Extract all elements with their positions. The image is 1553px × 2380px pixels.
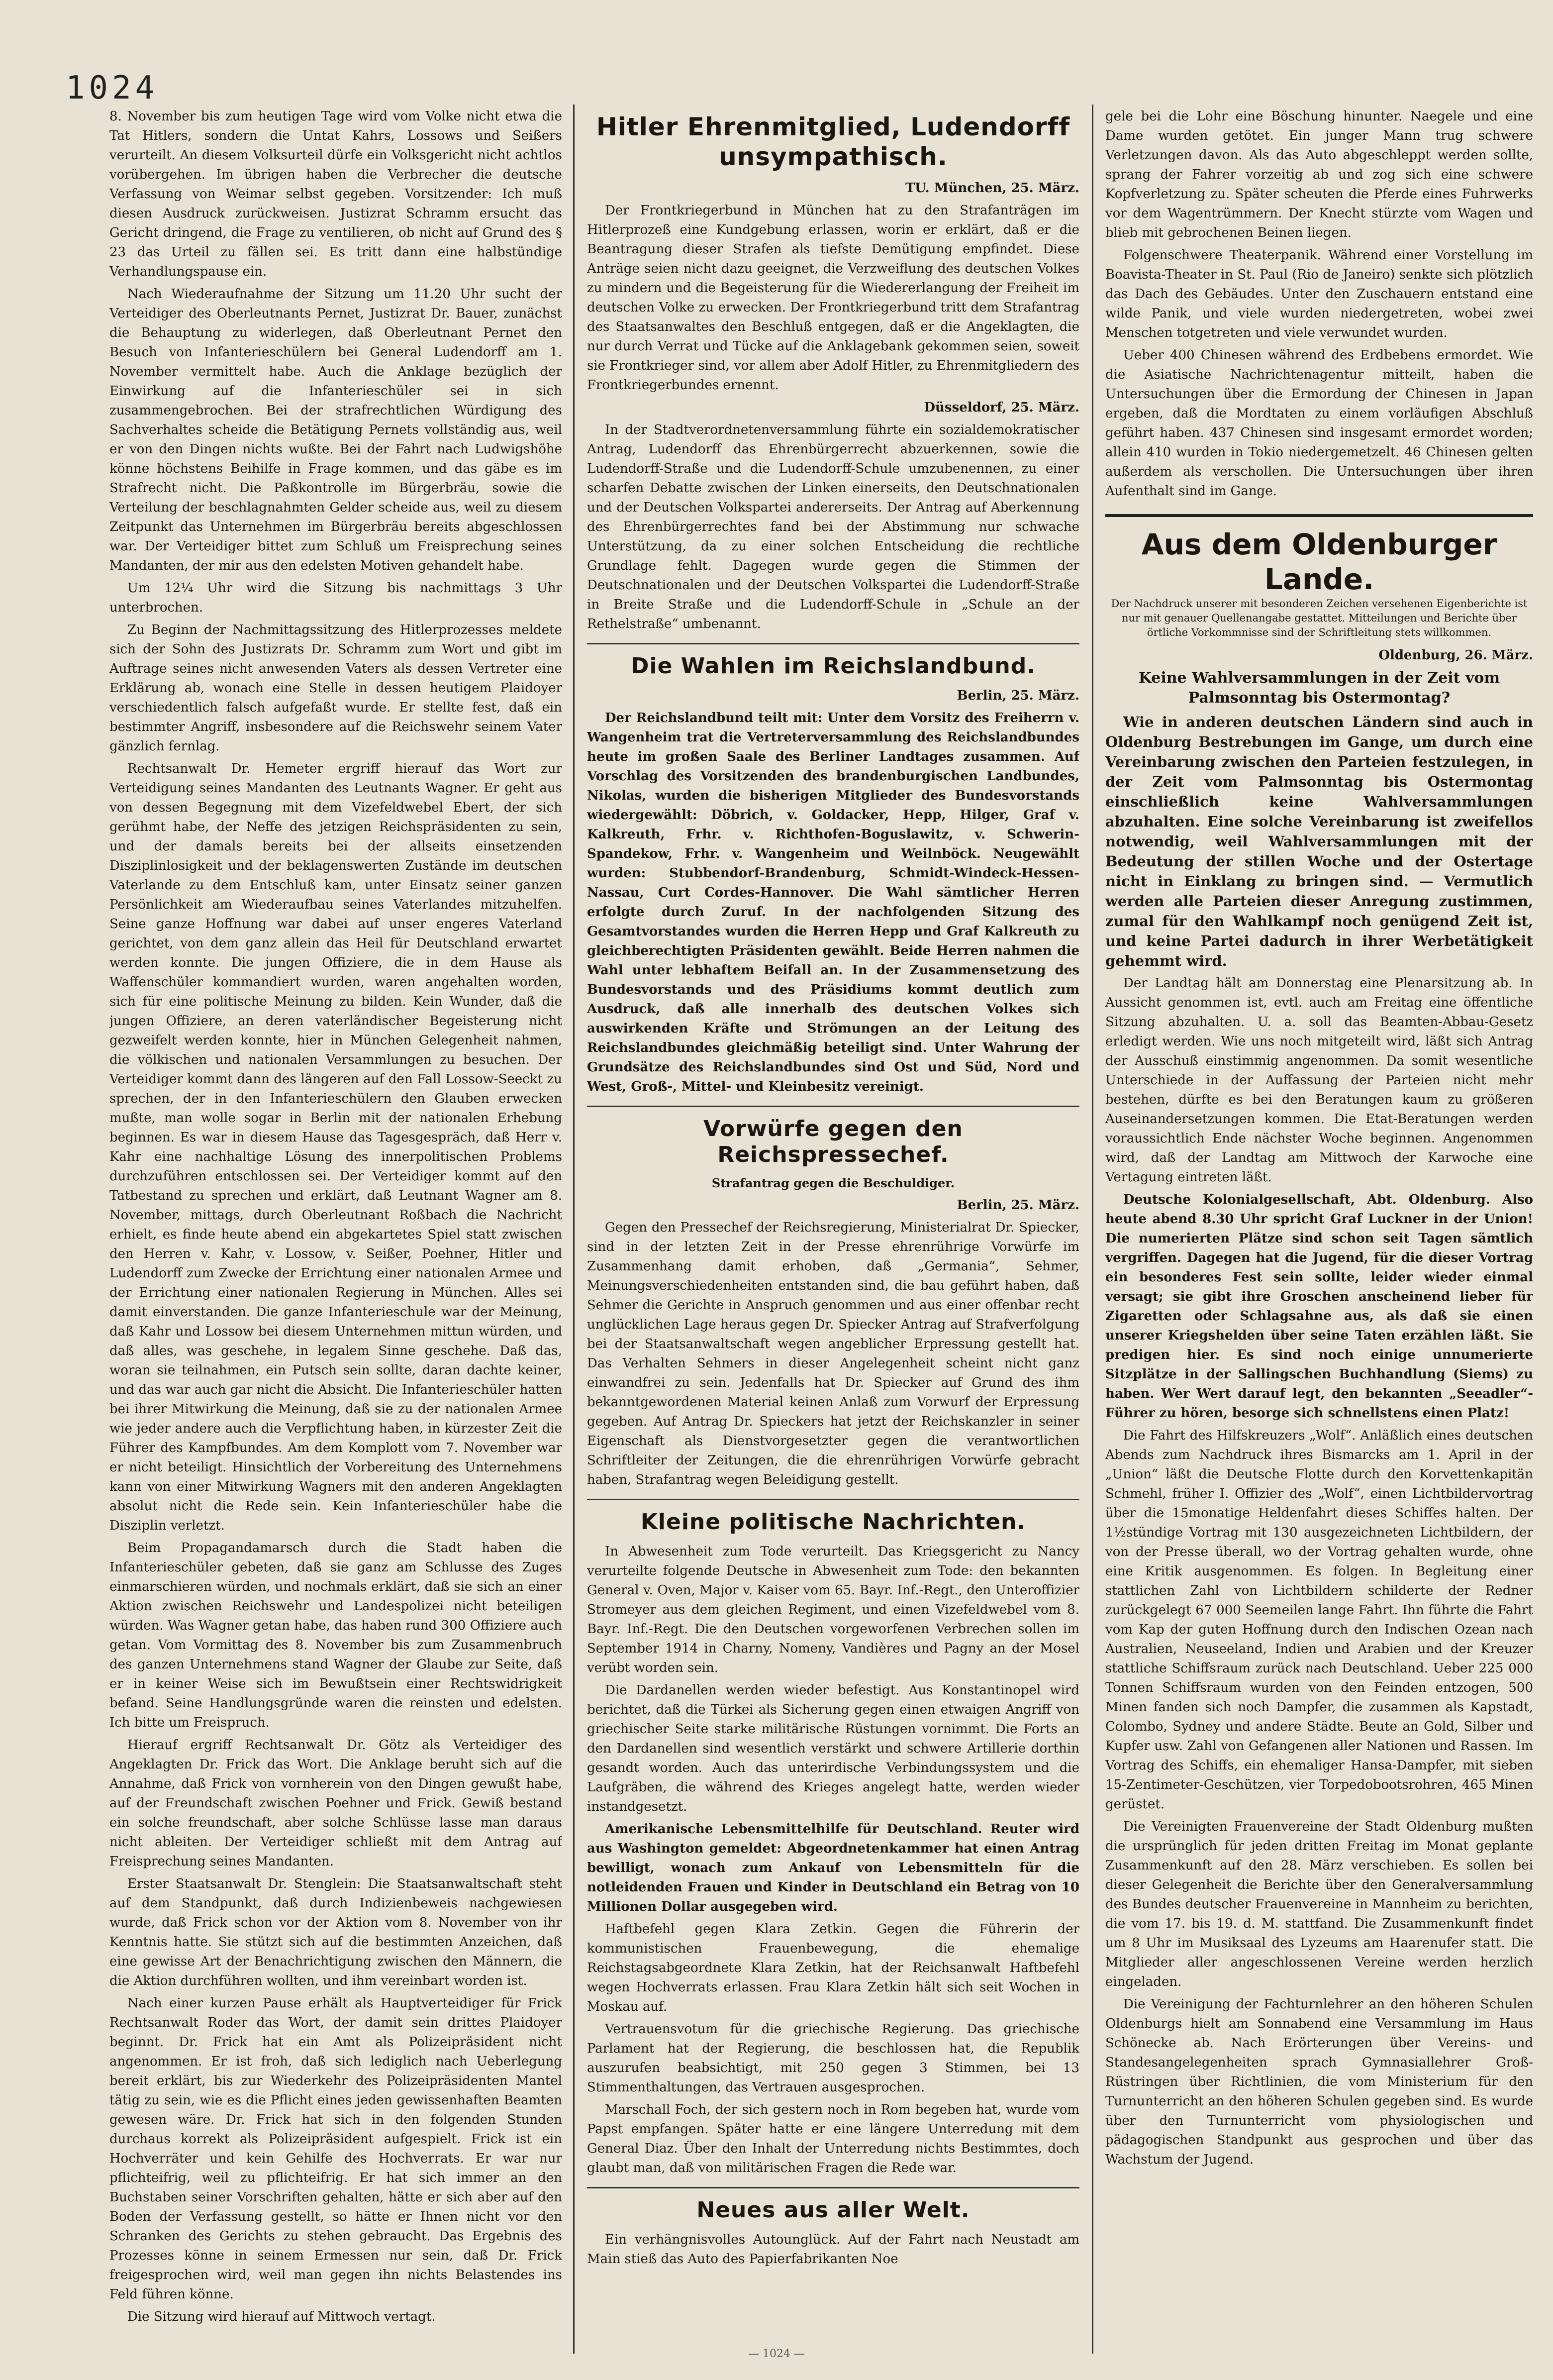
article-paragraph: Die Vereinigung der Fachturnlehrer an den höheren Schulen Oldenburgs hielt am Sonnabend eine Versammlung im Haus Schönecke ab. Nach Erörterungen über Vereins- und Standesangelegenheiten sprach Gymnasiallehrer Groß-Rüstringen über Richtlinien, die vom Ministerium für den Turnunterricht an den höheren Schulen gegeben sind. Es wurde über den Turnunterricht vom physiologischen und pädagogischen Standpunkt aus gesprochen und über das Wachstum der Jugend. <box>1105 1997 1533 2167</box>
article-paragraph: Haftbefehl gegen Klara Zetkin. Gegen die Führerin der kommunistischen Frauenbewegung, die ehemalige Reichstagsabgeordnete Klara Zetkin, hat der Reichsanwalt Haftbefehl wegen Hochverrats erlassen. Frau Klara Zetkin hält sich seit Wochen in Moskau auf. <box>587 1922 1079 2014</box>
article-paragraph: Der Landtag hält am Donnerstag eine Plenarsitzung ab. In Aussicht genommen ist, evtl. auch am Freitag eine öffentliche Sitzung abzuhalten. U. a. soll das Beamten-Abbau-Gesetz erledigt werden. Wie uns noch mitgeteilt wird, läßt sich Antrag der Ausschuß einstimmig angenommen. Da somit wesentliche Unterschiede in der Auffassung der Parteien nicht mehr bestehen, dürfte es bei den Beratungen kaum zu größeren Auseinandersetzungen kommen. Die Etat-Beratungen werden voraussichtlich Ende nächster Woche beginnen. Angenommen wird, daß der Landtag am Mittwoch der Karwoche eine Vertagung eintreten läßt. <box>1105 976 1533 1185</box>
article-paragraph: Folgenschwere Theaterpanik. Während einer Vorstellung im Boavista-Theater in St. Paul (Rio de Janeiro) senkte sich plötzlich das Dach des Gebäudes. Unter den Zuschauern entstand eine wilde Panik, und viele wurden niedergetreten, wobei zwei Menschen totgetreten und viele verwundet wurden. <box>1105 248 1533 340</box>
column-rule-left <box>573 104 575 2354</box>
headline-kleine-nachrichten: Kleine politische Nachrichten. <box>640 1509 1026 1535</box>
article-paragraph: Nach einer kurzen Pause erhält als Hauptverteidiger für Frick Rechtsanwalt Roder das Wort, der damit sein drittes Plaidoyer beginnt. Dr. Frick hat ein Amt als Polizeipräsident nicht angenommen. Er ist froh, daß sich lediglich nach Ueberlegung bereit erklärt, bis zur Wiederkehr des Polizeipräsidenten Mantel tätig zu sein, wie es die Pflicht eines jeden gewissenhaften Beamten gewesen wäre. Dr. Frick hat sich in den folgenden Stunden durchaus korrekt als Polizeipräsident aufgespielt. Frick ist ein Hochverräter und kein Gehilfe des Hochverrats. Er war nur pflichteifrig, weil zu pflichteifrig. Er hat sich immer an den Buchstaben seiner Vorschriften gehalten, hätte er sich aber auf den Boden der Verfassung gestellt, so hätte er Ihnen nicht vor den Schranken des Gerichts zu stehen gebraucht. Das Ergebnis des Prozesses könne in seinem Ermessen nur sein, daß Dr. Frick freigesprochen wird, weil man gegen ihn nichts Belastendes ins Feld führen könne. <box>109 1996 562 2302</box>
dateline: Berlin, 25. März. <box>957 688 1079 703</box>
article-paragraph: Die Vereinigten Frauenvereine der Stadt Oldenburg mußten die ursprünglich für jeden dritten Freitag im Monat geplante Zusammenkunft auf den 28. März verschieben. Es sollen bei dieser Gelegenheit die Berichte über den Generalversammlung des Bundes deutscher Frauenvereine in Mannheim zu berichten, die vom 17. bis 19. d. M. stattfand. Die Zusammenkunft findet um 8 Uhr im Musiksaal des Lyzeums am Haarenufer statt. Die Mitglieder aller angeschlossenen Vereine werden herzlich eingeladen. <box>1105 1819 1533 1989</box>
subheadline-wahlversammlungen: Keine Wahlversammlungen in der Zeit vom Palmsonntag bis Ostermontag? <box>1138 669 1500 707</box>
article-paragraph: Marschall Foch, der sich gestern noch in Rom begeben hat, wurde vom Papst empfangen. Später hatte er eine längere Unterredung mit dem General Diaz. Über den Inhalt der Unterredung nichts Bestimmtes, doch glaubt man, daß von militärischen Fragen die Rede war. <box>587 2102 1079 2175</box>
article-paragraph: Vertrauensvotum für die griechische Regierung. Das griechische Parlament hat der Regierung, die beschlossen hat, die Republik auszurufen beabsichtigt, mit 250 gegen 3 Stimmen, bei 13 Stimmenthaltungen, das Vertrauen ausgesprochen. <box>587 2022 1079 2095</box>
article-paragraph: Ein verhängnisvolles Autounglück. Auf der Fahrt nach Neustadt am Main stieß das Auto des Papierfabrikanten Noe <box>587 2232 1079 2267</box>
article-paragraph: Hierauf ergriff Rechtsanwalt Dr. Götz als Verteidiger des Angeklagten Dr. Frick das Wort. Die Anklage beruht sich auf die Annahme, daß Frick von vornherein von den Dingen gewußt habe, auf der Freundschaft zwischen Poehner und Frick. Gewiß bestand ein solche freundschaft, aber solche Schlüsse lasse man daraus nicht ableiten. Der Verteidiger schließt mit dem Antrag auf Freisprechung seines Mandanten. <box>109 1738 562 1869</box>
article-paragraph: Die Sitzung wird hierauf auf Mittwoch vertagt. <box>127 2309 436 2324</box>
article-paragraph: Gegen den Pressechef der Reichsregierung, Ministerialrat Dr. Spiecker, sind in der letzten Zeit in der Presse ehrenrührige Vorwürfe im Zusammenhang damit erhoben, daß „Germania“, Sehmer, Meinungsverschiedenheiten entstanden sind, die bau geführt haben, daß Sehmer die Gerichte in Anspruch genommen und aus einer offenbar recht unglücklichen Lage heraus gegen Dr. Spiecker Antrag auf Strafverfolgung bei der Staatsanwaltschaft wegen angeblicher Erpressung gestellt hat. Das Verhalten Sehmers in dieser Angelegenheit scheint nicht ganz einwandfrei zu sein. Jedenfalls hat Dr. Spiecker auf Grund des ihm bekanntgewordenen Material keinen Anlaß zum Vorwurf der Erpressung gegeben. Auf Antrag Dr. Spieckers hat jetzt der Reichskanzler in seiner Eigenschaft als Dienstvorgesetzter gegen die verantwortlichen Schriftleiter der Zeitungen, die die ehrenrührigen Vorwürfe gebracht haben, Strafantrag wegen Beleidigung gestellt. <box>587 1220 1079 1487</box>
headline-oldenburger-lande: Aus dem Oldenburger Lande. <box>1105 514 1533 597</box>
article-paragraph: In der Stadtverordnetenversammlung führte ein sozialdemokratischer Antrag, Ludendorff das Ehrenbürgerrecht abzuerkennen, sowie die Ludendorff-Straße und die Ludendorff-Schule umzubenennen, zu einer scharfen Debatte zwischen der Linken einerseits, den Deutschnationalen und der Deutschen Volkspartei andererseits. Der Antrag auf Aberkennung des Ehrenbürgerrechtes fand bei der Abstimmung nur schwache Unterstützung, da zu einer solchen Entscheidung die rechtliche Grundlage fehlt. Dagegen wurde gegen die Stimmen der Deutschnationalen und der Deutschen Volkspartei die Ludendorff-Straße in Breite Straße und die Ludendorff-Schule in „Schule an der Rethelstraße“ umbenannt. <box>587 422 1079 631</box>
article-paragraph: Amerikanische Lebensmittelhilfe für Deutschland. Reuter wird aus Washington gemeldet: Abgeordnetenkammer hat einen Antrag bewilligt, wonach zum Ankauf von Lebensmitteln für die notleidenden Frauen und Kinder in Deutschland ein Betrag von 10 Millionen Dollar ausgegeben wird. <box>587 1822 1079 1914</box>
article-paragraph: Deutsche Kolonialgesellschaft, Abt. Oldenburg. Also heute abend 8.30 Uhr spricht Graf Luckner in der Union! Die numerierten Plätze sind schon seit Tagen sämtlich vergriffen. Dagegen hat die Jugend, für die dieser Vortrag ein besonderes Fest sein sollte, leider wieder einmal versagt; sie gibt ihre Groschen anscheinend lieber für Zigaretten oder Schlagsahne aus, als daß sie einen unserer Kriegshelden über seine Taten erzählen läßt. Sie predigen hier. Es sind noch einige unnumerierte Sitzplätze in der Sallingschen Buchhandlung (Siems) zu haben. Wer Wert darauf legt, den bekannten „Seeadler“-Führer zu hören, besorge sich schnellstens einen Platz! <box>1105 1192 1533 1421</box>
column-1-body <box>109 107 562 2327</box>
column-1 <box>109 107 562 2336</box>
article-paragraph: Nach Wiederaufnahme der Sitzung um 11.20 Uhr sucht der Verteidiger des Oberleutnants Pernet, Justizrat Dr. Bauer, zunächst die Behauptung zu widerlegen, daß Oberleutnant Pernet den Besuch von Infanterieschülern bei General Ludendorff am 1. November vermittelt habe. Auch die Anklage bezüglich der Einwirkung auf die Infanterieschüler sei in sich zusammengebrochen. Bei der strafrechtlichen Würdigung des Sachverhaltes scheide die Betätigung Pernets vollständig aus, weil er von den Dingen nichts wußte. Bei der Fahrt nach Ludwigshöhe könne höchstens Beihilfe in Frage kommen, und das gäbe es im Strafrecht nicht. Die Paßkontrolle im Bürgerbräu, sowie die Verteilung der beschlagnahmten Gelder scheide aus, weil zu diesem Zeitpunkt das Unternehmen im Bürgerbräu bereits abgeschlossen war. Der Verteidiger bittet zum Schluß um Freisprechung seines Mandanten, der mir aus den edelsten Motiven gehandelt habe. <box>109 287 562 573</box>
dateline: Berlin, 25. März. <box>957 1198 1079 1213</box>
article-paragraph: Die Dardanellen werden wieder befestigt. Aus Konstantinopel wird berichtet, daß die Türkei als Sicherung gegen einen etwaigen Angriff von griechischer Seite starke militärische Rüstungen vornimmt. Die Forts an den Dardanellen sind wesentlich verstärkt und schwere Artillerie dorthin gesandt worden. Auch das unterirdische Verbindungssystem und die Laufgräben, die während des Krieges angelegt hatte, werden wieder instandgesetzt. <box>587 1683 1079 1814</box>
article-paragraph: Der Frontkriegerbund in München hat zu den Strafanträgen im Hitlerprozeß eine Kundgebung erlassen, worin er erklärt, daß er die Beantragung dieser Strafen als tiefste Demütigung empfindet. Diese Anträge seien nicht dazu geeignet, die Verzweiflung des deutschen Volkes zu mindern und die Begeisterung für die Wiedererlangung der Freiheit im deutschen Volke zu erwecken. Der Frontkriegerbund tritt dem Strafantrag des Staatsanwaltes den Beschluß entgegen, daß er die Angeklagten, die nur durch Verrat und Tücke auf die Anklagebank gekommen seien, soweit sie Frontkrieger sind, vor allem aber Adolf Hitler, zu Ehrenmitgliedern des Frontkriegerbundes ernennt. <box>587 203 1079 393</box>
page-footer: — 1024 — <box>748 2348 805 2360</box>
dateline: TU. München, 25. März. <box>905 181 1079 196</box>
column-2 <box>587 107 1079 2356</box>
article-paragraph: Wie in anderen deutschen Ländern sind auch in Oldenburg Bestrebungen im Gange, um durch eine Vereinbarung zwischen den Parteien festzulegen, in der Zeit vom Palmsonntag bis Ostermontag einschließlich keine Wahlversammlungen abzuhalten. Eine solche Vereinbarung ist zweifellos notwendig, weil Wahlversammlungen mit der Bedeutung der stillen Woche und der Ostertage nicht in Einklang zu bringen sind. — Vermutlich werden alle Parteien dieser Anregung zustimmen, zumal für den Wahlkampf noch genügend Zeit ist, und keine Partei dadurch in ihrer Werbetätigkeit gehemmt wird. <box>1105 714 1533 969</box>
article-paragraph: gele bei die Lohr eine Böschung hinunter. Naegele und eine Dame wurden getötet. Ein junger Mann trug schwere Verletzungen davon. Als das Auto abgeschleppt werden sollte, sprang der Fahrer vorzeitig ab und zog sich eine schwere Kopfverletzung zu. Später scheuten die Pferde eines Fuhrwerks vor dem Wagentrümmern. Der Knecht stürzte vom Wagen und blieb mit gebrochenen Beinen liegen. <box>1105 109 1533 240</box>
headline-reichslandbund: Die Wahlen im Reichslandbund. <box>631 653 1036 679</box>
article-paragraph: Ueber 400 Chinesen während des Erdbebens ermordet. Wie die Asiatische Nachrichtenagentur mitteilt, haben die Untersuchungen über die Ermordung der Chinesen in Japan ergeben, daß die Mordtaten zu einem vorläufigen Abschluß geführt haben. 437 Chinesen sind insgesamt ermordet worden; allein 410 wurden in Tokio niedergemetzelt. 46 Chinesen gelten außerdem als verschollen. Die Untersuchungen über ihren Aufenthalt sind im Gange. <box>1105 348 1533 499</box>
column-rule-right <box>1092 104 1093 2354</box>
dateline: Oldenburg, 26. März. <box>1378 648 1533 663</box>
article-paragraph: 8. November bis zum heutigen Tage wird vom Volke nicht etwa die Tat Hitlers, sondern die Untat Kahrs, Lossows und Seißers verurteilt. An diesem Volksurteil dürfe ein Volksgericht nicht achtlos vorübergehen. Im übrigen haben die Verbrecher die deutsche Verfassung von Weimar selbst gegeben. Vorsitzender: Ich muß diesen Ausdruck zurückweisen. Justizrat Schramm ersucht das Gericht dringend, die Frage zu ventilieren, ob nicht auf Grund des § 23 das Urteil zu fällen sei. Es tritt dann eine halbstündige Verhandlungspause ein. <box>109 109 562 279</box>
article-paragraph: Um 12¼ Uhr wird die Sitzung bis nachmittags 3 Uhr unterbrochen. <box>109 581 562 615</box>
headline-reichspressechef: Vorwürfe gegen den Reichspressechef. <box>703 1116 963 1167</box>
article-paragraph: Die Fahrt des Hilfskreuzers „Wolf“. Anläßlich eines deutschen Abends zum Nachdruck ihres Bismarcks am 1. April in der „Union“ läßt die Deutsche Flotte durch den Korvettenkapitän Schmehl, früher I. Offizier des „Wolf“, einen Lichtbildervortrag über die 15monatige Heldenfahrt dieses Schiffes halten. Der 1½stündige Vortrag mit 130 ausgezeichneten Lichtbildern, der von der Presse überall, wo der Vortrag gehalten wurde, ohne eine Kritik ausgenommen. Es folgen. In Begleitung einer stattlichen Zahl von Lichtbildern schilderte der Redner zurückgelegt 67 000 Seemeilen lange Fahrt. Ihn führte die Fahrt vom Kap der guten Hoffnung durch den Indischen Ozean nach Australien, Neuseeland, Indien und Arabien und der Kreuzer stattliche Schiffsraum zurück nach Deutschland. Ueber 225 000 Tonnen Schiffsraum wurden von den Feinden entzogen, 500 Minen fanden sich noch Dampfer, die zusammen als Kapstadt, Colombo, Sydney und andere Städte. Beute an Gold, Silber und Kupfer usw. Zahl von Gefangenen aller Nationen und Rassen. Im Vortrag des Schiffs, ein ehemaliger Hansa-Dampfer, mit sieben 15-Zentimeter-Geschützen, vier Torpedobootsrohren, 465 Minen gerüstet. <box>1105 1428 1533 1812</box>
article-paragraph: Rechtsanwalt Dr. Hemeter ergriff hierauf das Wort zur Verteidigung seines Mandanten des Leutnants Wagner. Er geht aus von dessen Begegnung mit dem Vizefeldwebel Ebert, der sich gerühmt habe, der Neffe des jetzigen Reichspräsidenten zu sein, und der damals bereits bei der allseits einsetzenden Disziplinlosigkeit und der beklagenswerten Zustände im deutschen Vaterlande zu dem Entschluß kam, unter Einsatz seiner ganzen Persönlichkeit am Wiederaufbau seines Vaterlandes mitzuhelfen. Seine ganze Hoffnung war dabei auf unser engeres Vaterland gerichtet, von dem ganz allein das Heil für Deutschland erwartet werden konnte. Die jungen Offiziere, die in dem Hause als Waffenschüler kommandiert wurden, waren angehalten worden, sich für eine politische Meinung zu bilden. Kein Wunder, daß die jungen Offiziere, an deren vaterländischer Begeisterung nicht gezweifelt werden konnte, hier in München Gelegenheit nahmen, die völkischen und nationalen Versammlungen zu besuchen. Der Verteidiger kommt dann des längeren auf den Fall Lossow-Seeckt zu sprechen, der in den Infanterieschülern den Glauben erwecken mußte, man wolle sogar in Berlin mit der nationalen Erhebung beginnen. Es war in diesem Hause das Tagesgespräch, daß Herr v. Kahr eine nachhaltige Lösung des innerpolitischen Problems durchzuführen entschlossen sei. Der Verteidiger kommt auf den Tatbestand zu sprechen und erklärt, daß Leutnant Wagner am 8. November, mittags, durch Oberleutnant Roßbach die Nachricht erhielt, es finde heute abend ein abgekartetes Spiel statt zwischen den Herren v. Kahr, v. Lossow, v. Seißer, Poehner, Hitler und Ludendorff zum Zwecke der Errichtung einer nationalen Armee und der Errichtung einer nationalen Regierung in München. Alles sei damit einverstanden. Die ganze Infanterieschule war der Meinung, daß Kahr und Lossow bei diesem Unternehmen mittun würden, und daß alles, was geschehe, in legalem Sinne geschehe. Daß das, woran sie teilnahmen, ein Putsch sein sollte, daran dachte keiner, und das war auch gar nicht die Absicht. Die Infanterieschüler hatten bei ihrer Mitwirkung die Meinung, daß sie zu der nationalen Armee wie jeder andere auch die Verpflichtung haben, in kürzester Zeit die Führer des Kampfbundes. Am dem Komplott vom 7. November war er nicht beteiligt. Hinsichtlich der Vorbereitung des Unternehmens kann von einer Mitwirkung Wagners mit den anderen Angeklagten absolut nicht die Rede sein. Kein Infanterieschüler habe die Disziplin verletzt. <box>109 761 562 1533</box>
column-3 <box>1105 107 1533 2356</box>
subheadline: Strafantrag gegen die Beschuldiger. <box>711 1176 955 1190</box>
section-divider <box>587 2187 1079 2188</box>
headline-neues-aus-aller-welt: Neues aus aller Welt. <box>696 2197 970 2223</box>
dateline: Düsseldorf, 25. März. <box>924 400 1079 415</box>
reprint-notice: Der Nachdruck unserer mit besonderen Zeichen versehenen Eigenberichte ist nur mit genauer Quellenangabe gestattet. Mitteilungen und Berichte über örtliche Vorkommnisse sind der Schriftleitung stets willkommen. <box>1111 598 1528 638</box>
article-paragraph: Beim Propagandamarsch durch die Stadt haben die Infanterieschüler gebeten, daß sie ganz am Schlusse des Zuges einmarschieren würden, und nochmals erklärt, daß sie sich an einer Aktion zwischen Reichswehr und Landespolizei nicht beteiligen würden. Was Wagner getan habe, das haben rund 300 Offiziere auch getan. Vom Vormittag des 8. November bis zum Zusammenbruch des ganzen Unternehmens stand Wagner der Glaube zur Seite, daß er in keiner Weise sich im Bewußtsein einer Rechtswidrigkeit befand. Seine Handlungsgründe waren die reinsten und edelsten. Ich bitte um Freispruch. <box>109 1541 562 1730</box>
section-divider <box>587 1499 1079 1500</box>
article-paragraph: Zu Beginn der Nachmittagssitzung des Hitlerprozesses meldete sich der Sohn des Justizrats Dr. Schramm zum Wort und gibt im Auftrage seines nicht anwesenden Vaters als dessen Vertreter eine Erklärung ab, wonach eine Stelle in dessen heutigem Plaidoyer verschiedentlich falsch aufgefaßt wurde. Er stellte fest, daß ein bestimmter Angriff, insbesondere auf die Reichswehr seinem Vater gänzlich fernlag. <box>109 622 562 754</box>
page-number: 1024 <box>66 70 159 106</box>
section-divider <box>587 643 1079 644</box>
article-paragraph: Erster Staatsanwalt Dr. Stenglein: Die Staatsanwaltschaft steht auf dem Standpunkt, daß durch Indizienbeweis nachgewiesen wurde, daß Frick schon vor der Aktion vom 8. November von ihr Kenntnis hatte. Sie stützt sich auf die bestimmten Anzeichen, daß eine gewisse Art der Benachrichtigung zwischen den Männern, die die Aktion durchführen wollten, und ihm vereinbart worden ist. <box>109 1876 562 1988</box>
article-paragraph: In Abwesenheit zum Tode verurteilt. Das Kriegsgericht zu Nancy verurteilte folgende Deutsche in Abwesenheit zum Tode: den bekannten General v. Oven, Major v. Kaiser vom 65. Bayr. Inf.-Regt., den Unteroffizier Stromeyer aus dem gleichen Regiment, und einen Vizefeldwebel vom 8. Bayr. Inf.-Regt. Die den Deutschen vorgeworfenen Verbrechen sollen im September 1914 in Charny, Nomeny, Vandières und Pagny an der Mosel verübt worden sein. <box>587 1544 1079 1675</box>
headline-hitler-ehrenmitglied: Hitler Ehrenmitglied, Ludendorff unsympathisch. <box>596 112 1070 171</box>
section-divider <box>587 1106 1079 1107</box>
article-paragraph: Der Reichslandbund teilt mit: Unter dem Vorsitz des Freiherrn v. Wangenheim trat die Vertreterversammlung des Reichslandbundes heute im großen Saale des Berliner Landtages zusammen. Auf Vorschlag des Vorsitzenden des brandenburgischen Landbundes, Nikolas, wurden die bisherigen Mitglieder des Bundesvorstands wiedergewählt: Döbrich, v. Goldacker, Hepp, Hilger, Graf v. Kalkreuth, Frhr. v. Richthofen-Boguslawitz, v. Schwerin-Spandekow, Frhr. v. Wangenheim und Weilnböck. Neugewählt wurden: Stubbendorf-Brandenburg, Schmidt-Windeck-Hessen-Nassau, Curt Cordes-Hannover. Die Wahl sämtlicher Herren erfolgte durch Zuruf. In der nachfolgenden Sitzung des Gesamtvorstandes wurden die Herren Hepp und Graf Kalkreuth zu gleichberechtigten Präsidenten gewählt. Beide Herren nahmen die Wahl unter lebhaftem Beifall an. In der Zusammensetzung des Bundesvorstands und des Präsidiums kommt deutlich zum Ausdruck, daß alle innerhalb des deutschen Volkes sich auswirkenden Kräfte und Strömungen an der Leitung des Reichslandbundes gleichmäßig beteiligt sind. Unter Wahrung der Grundsätze des Reichslandbundes sind Ost und Süd, Nord und West, Groß-, Mittel- und Kleinbesitz vereinigt. <box>587 711 1079 1094</box>
